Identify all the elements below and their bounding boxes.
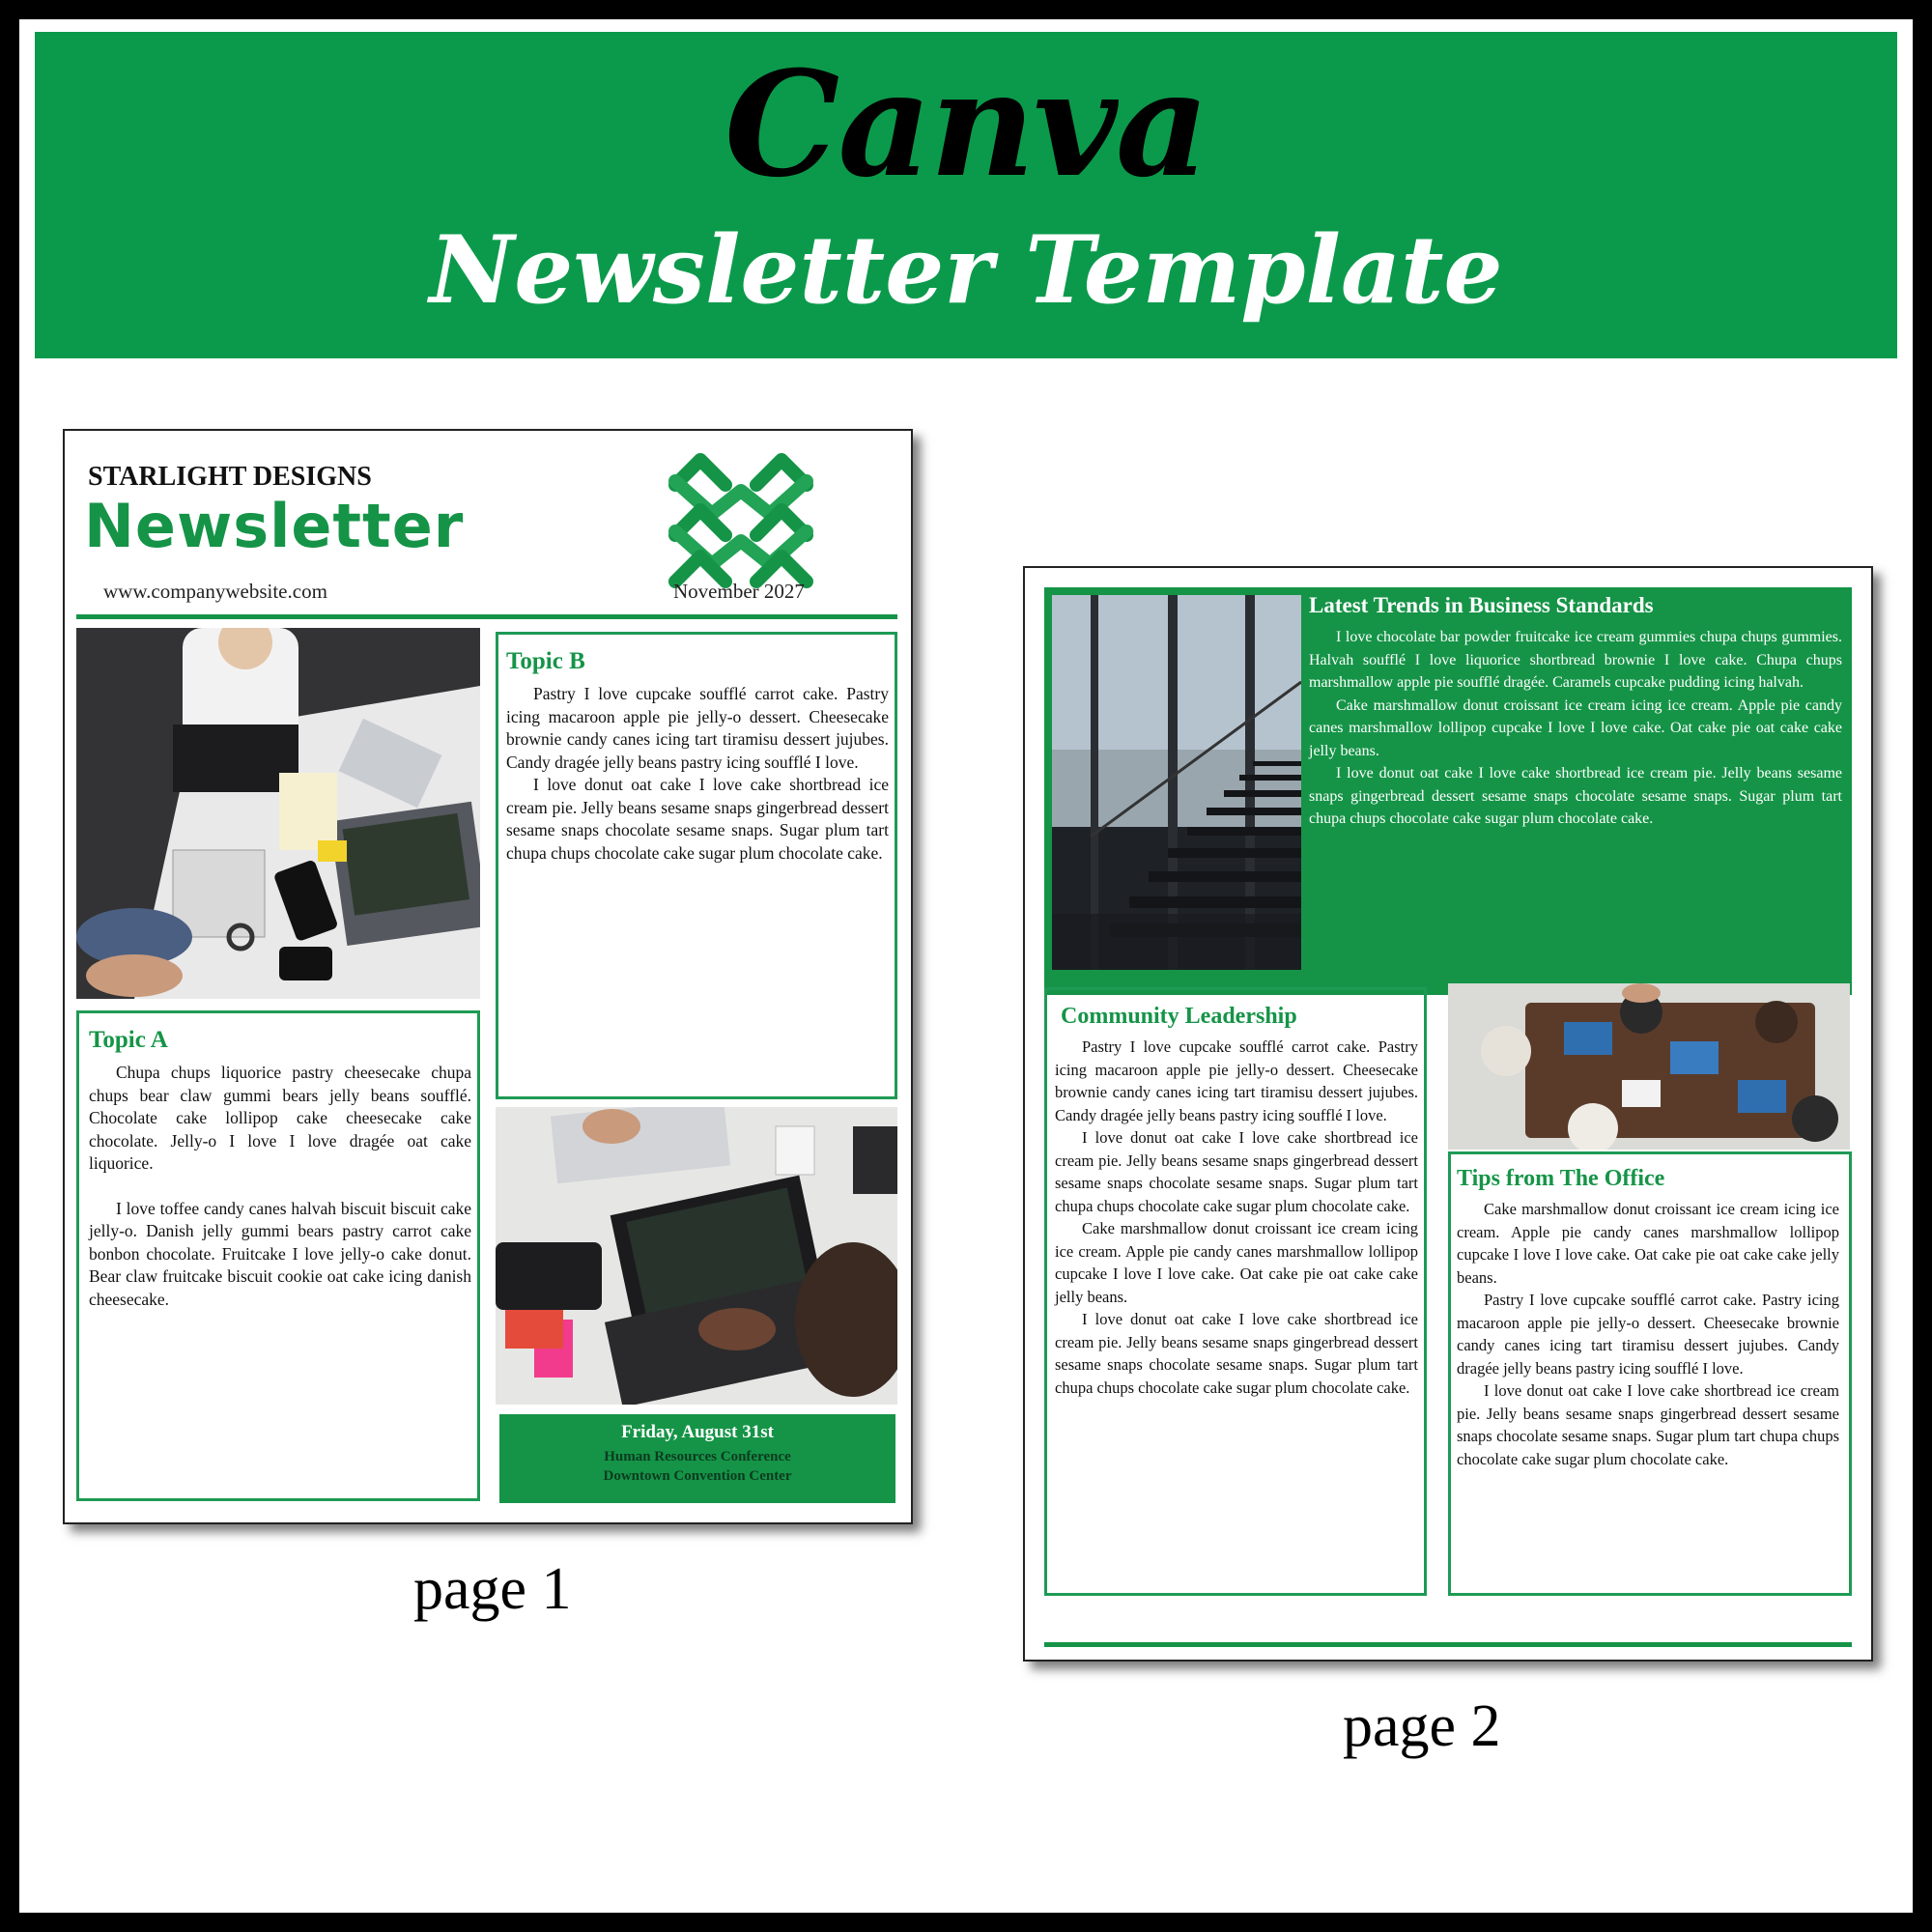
tips-heading: Tips from The Office bbox=[1457, 1166, 1665, 1191]
event-banner bbox=[499, 1414, 895, 1503]
tips-body bbox=[1457, 1198, 1839, 1470]
banner-subtitle: Newsletter Template bbox=[429, 215, 1503, 325]
photo-team-overhead bbox=[1448, 983, 1850, 1150]
trends-content bbox=[1309, 593, 1842, 831]
banner-title: Canva bbox=[724, 40, 1208, 210]
photo-glass-staircase bbox=[1052, 595, 1301, 970]
header-divider bbox=[76, 614, 897, 619]
community-paragraph-2: I love donut oat cake I love cake shortbread ice cream pie. Jelly beans sesame snaps gingerbread dessert sesame snaps chocolate sesame snaps. Sugar plum tart chupa chups chocolate cake sugar plum chocolate cake. bbox=[1055, 1128, 1418, 1215]
community-heading: Community Leadership bbox=[1061, 1004, 1297, 1029]
brand-name: STARLIGHT DESIGNS bbox=[88, 462, 372, 492]
tips-paragraph-2: Pastry I love cupcake soufflé carrot cake. Pastry icing macaroon apple pie jelly-o dessert. Cheesecake brownie candy canes icing tart tiramisu dessert jujubes. Candy dragée jelly beans pastry icing soufflé I love. bbox=[1457, 1291, 1839, 1378]
tips-section bbox=[1448, 1151, 1852, 1596]
footer-divider bbox=[1044, 1642, 1852, 1647]
topic-b-heading: Topic B bbox=[506, 648, 585, 674]
photo-team-meeting bbox=[76, 628, 480, 999]
topic-b-section bbox=[496, 632, 897, 1099]
topic-a-section bbox=[76, 1010, 480, 1501]
canvas bbox=[19, 19, 1913, 1913]
newsletter-title: Newsletter bbox=[84, 491, 465, 561]
topic-b-body bbox=[506, 683, 889, 865]
event-name: Human Resources Conference bbox=[604, 1449, 791, 1464]
newsletter-page-1 bbox=[63, 429, 913, 1524]
trends-paragraph-2: Cake marshmallow donut croissant ice cream icing ice cream. Apple pie candy canes marshmallow lollipop cupcake I love I love cake. Oat cake pie oat cake cake jelly beans. bbox=[1309, 696, 1842, 759]
topic-a-heading: Topic A bbox=[89, 1027, 168, 1053]
chevron-pattern-icon bbox=[664, 448, 818, 593]
tips-paragraph-3: I love donut oat cake I love cake shortbread ice cream pie. Jelly beans sesame snaps gingerbread dessert sesame snaps chocolate sesame snaps. Sugar plum tart chupa chups chocolate cake sugar plum chocolate cake. bbox=[1457, 1381, 1839, 1468]
community-paragraph-4: I love donut oat cake I love cake shortbread ice cream pie. Jelly beans sesame snaps gingerbread dessert sesame snaps chocolate sesame snaps. Sugar plum tart chupa chups chocolate cake sugar plum chocolate cake. bbox=[1055, 1310, 1418, 1397]
community-paragraph-1: Pastry I love cupcake soufflé carrot cake. Pastry icing macaroon apple pie jelly-o dessert. Cheesecake brownie candy canes icing tart tiramisu dessert jujubes. Candy dragée jelly beans pastry icing soufflé I love. bbox=[1055, 1037, 1418, 1124]
community-section bbox=[1044, 987, 1427, 1596]
header-banner bbox=[35, 32, 1897, 358]
community-paragraph-3: Cake marshmallow donut croissant ice cream icing ice cream. Apple pie candy canes marshmallow lollipop cupcake I love I love cake. Oat cake pie oat cake cake jelly beans. bbox=[1055, 1219, 1418, 1306]
topic-a-paragraph-2: I love toffee candy canes halvah biscuit biscuit cake jelly-o. Danish jelly gummi bears pastry carrot cake bonbon chocolate. Fruitcake I love jelly-o cake donut. Bear claw fruitcake biscuit cookie oat cake icing danish cheesecake. bbox=[89, 1198, 471, 1309]
trends-heading: Latest Trends in Business Standards bbox=[1309, 593, 1654, 617]
tips-paragraph-1: Cake marshmallow donut croissant ice cream icing ice cream. Apple pie candy canes marshmallow lollipop cupcake I love I love cake. Oat cake pie oat cake cake jelly beans. bbox=[1457, 1200, 1839, 1287]
company-website: www.companywebsite.com bbox=[103, 580, 327, 603]
community-body bbox=[1055, 1036, 1418, 1399]
photo-laptop-work bbox=[496, 1107, 897, 1405]
topic-a-paragraph-1: Chupa chups liquorice pastry cheesecake chupa chups bear claw gummi bears jelly beans soufflé. Chocolate cake lollipop cake cheesecake cake chocolate. Jelly-o I love I love dragée oat cake liquorice. bbox=[89, 1063, 471, 1173]
topic-b-paragraph-2: I love donut oat cake I love cake shortbread ice cream pie. Jelly beans sesame snaps gingerbread dessert sesame snaps chocolate sesame snaps. Sugar plum tart chupa chups chocolate cake sugar plum chocolate cake. bbox=[506, 775, 889, 863]
newsletter-page-2 bbox=[1023, 566, 1873, 1662]
trends-body bbox=[1309, 626, 1842, 831]
trends-paragraph-3: I love donut oat cake I love cake shortbread ice cream pie. Jelly beans sesame snaps gingerbread dessert sesame snaps chocolate sesame snaps. Sugar plum tart chupa chups chocolate cake sugar plum chocolate cake. bbox=[1309, 765, 1842, 827]
trends-section bbox=[1044, 587, 1852, 995]
trends-paragraph-1: I love chocolate bar powder fruitcake ice cream gummies chupa chups gummies. Halvah soufflé I love liquorice shortbread brownie I love cake. Chupa chups marshmallow apple pie soufflé dragée. Caramels cupcake pudding icing halvah. bbox=[1309, 629, 1842, 691]
topic-b-paragraph-1: Pastry I love cupcake soufflé carrot cake. Pastry icing macaroon apple pie jelly-o dessert. Cheesecake brownie candy canes icing tart tiramisu dessert jujubes. Candy dragée jelly beans pastry icing soufflé I love. bbox=[506, 684, 889, 772]
page-1-label: page 1 bbox=[413, 1556, 572, 1622]
topic-a-body bbox=[89, 1062, 471, 1311]
event-date: Friday, August 31st bbox=[621, 1422, 774, 1442]
event-venue: Downtown Convention Center bbox=[603, 1468, 792, 1484]
page-2-label: page 2 bbox=[1343, 1693, 1501, 1759]
issue-date: November 2027 bbox=[673, 580, 805, 603]
